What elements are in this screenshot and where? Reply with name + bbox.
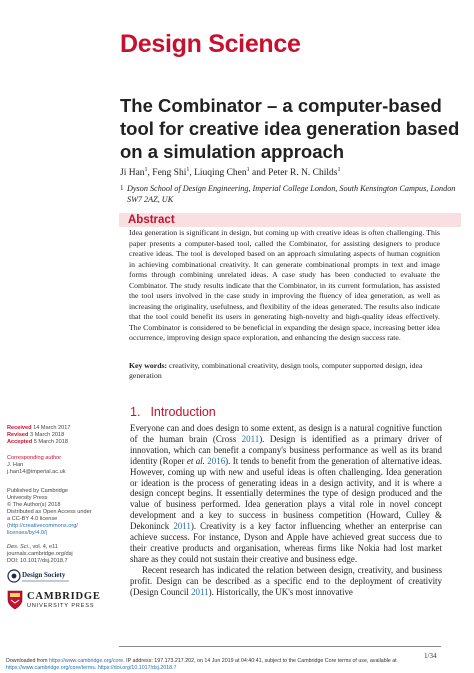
citation-link[interactable]: 2011: [241, 433, 260, 444]
text-run: Everyone can and does design to some extent, as design is a natural cognitive function of the human brain (Cross: [130, 423, 442, 444]
corresponding-name: J. Han: [7, 462, 24, 468]
article-dates: [7, 425, 117, 446]
body-paragraph: [130, 565, 442, 598]
text-run: ). Historically, the UK's most innovative: [208, 586, 353, 597]
publication-info: [7, 488, 117, 537]
text-run: ). It tends to benefit from the generation of alternative ideas. However, coming up with new and useful ideas is often challenging. Idea generation or ideation is the process of generating ideas in a design activity, and it is where a design concept begins. It essentially determines the type of design produced and the value of business performed. Idea generation plays a vital role in novel concept development and a key to success in business competition (Howard, Culley & Dekoninck: [130, 455, 443, 532]
doi-link[interactable]: https://doi.org/10.1017/dsj.2018.7: [97, 665, 177, 671]
citation-info: [7, 544, 117, 565]
cambridge-shield-icon: [7, 590, 23, 610]
published-line: Published by Cambridge: [7, 488, 68, 494]
text-run: Downloaded from: [6, 658, 49, 664]
author-name: Ji Han: [120, 168, 145, 179]
section-number: 1.: [130, 405, 141, 419]
license-link[interactable]: (http://creativecommons.org/: [7, 523, 78, 529]
text-run: . IP address: 197.173.217.202, on 14 Jun 2019 at 04:40:41, subject to the Cambridge Core terms of use, available at: [123, 658, 397, 664]
download-notice: [6, 658, 466, 672]
text-run: et al.: [186, 455, 205, 466]
citation-link[interactable]: 2011: [191, 586, 209, 597]
section-title: Introduction: [150, 405, 216, 419]
revised-label: Revised: [7, 432, 29, 438]
terms-link[interactable]: https://www.cambridge.org/core/terms: [6, 665, 95, 671]
download-link[interactable]: https://www.cambridge.org/core: [49, 658, 124, 664]
doi[interactable]: DOI: 10.1017/dsj.2018.7: [7, 558, 68, 564]
keywords-label: Key words:: [129, 361, 168, 370]
revised-date: 3 March 2018: [30, 432, 65, 438]
cambridge-name: CAMBRIDGE: [27, 591, 101, 602]
affiliation-text: Dyson School of Design Engineering, Imperial College London, South Kensington Campus, London SW7 2AZ, UK: [127, 184, 456, 204]
journal-abbrev: Des. Sci.: [7, 544, 30, 550]
design-society-logo: [7, 566, 85, 586]
citation-link[interactable]: 2016: [207, 455, 226, 466]
abstract-text: Idea generation is significant in design, but coming up with creative ideas is often challenging. This paper presents a computer-based tool, called the Combinator, for assisting designers to produce creative ideas. The tool is developed based on an approach simulating aspects of human cognition in achieving combinational creativity. It can generate combinational prompts in text and image forms through combining unrelated ideas. A case study has been conducted to evaluate the Combinator. The study results indicate that the Combinator, in its current formulation, has assisted the tool users involved in the case study in improving the fluency of idea generation, as well as increasing the originality, usefulness, and flexibility of the ideas generated. The results also indicate that the tool could benefit its users in generating high-novelty and high-quality ideas effectively. The Combinator is considered to be beneficial in expanding the design space, increasing better idea occurrence, improving design space exploration, and enhancing the design success rate.: [129, 228, 440, 343]
citation-link[interactable]: 2011: [173, 521, 191, 532]
design-society-name: Design Society: [22, 571, 66, 579]
author-affiliation-mark: 1: [246, 167, 250, 173]
footer-divider: [119, 646, 441, 647]
author-affiliation-mark: 1: [337, 167, 341, 173]
page-number: 1/34: [424, 652, 437, 660]
affiliation-number: 1: [120, 184, 124, 192]
abstract-heading: Abstract: [119, 213, 461, 227]
license-line: a CC-BY 4.0 license: [7, 516, 58, 522]
volume-info: , vol. 4, e11: [29, 544, 58, 550]
accepted-label: Accepted: [7, 439, 33, 445]
corresponding-email[interactable]: j.han14@imperial.ac.uk: [7, 469, 66, 475]
author-name: Liuqing Chen: [194, 168, 247, 179]
affiliation: [120, 183, 460, 205]
corresponding-author: [7, 455, 117, 476]
section-heading: [130, 405, 216, 419]
text-run: Recent research has indicated the relation between design, creativity, and business profit. Design can be described as a specific end to the deployment of creativity (Design Council: [130, 564, 442, 597]
text-run: ). Creativity is a key factor influencing whether an enterprise can achieve success. For instance, Dyson and Apple have achieved great success due to their creative products and organisation, whereas firms like Nokia had lost market share as they could not sustain their creative and business edge.: [130, 521, 442, 564]
received-label: Received: [7, 425, 32, 431]
author-affiliation-mark: 1: [186, 167, 190, 173]
corresponding-label: Corresponding author: [7, 455, 62, 461]
author-name: Peter R. N. Childs: [268, 168, 338, 179]
author-affiliation-mark: 1: [144, 167, 148, 173]
keywords: [129, 361, 440, 382]
body-text: [130, 423, 442, 598]
license-link[interactable]: licenses/by/4.0/): [7, 530, 48, 536]
journal-title: Design Science: [120, 30, 301, 58]
author-name: Feng Shi: [152, 168, 187, 179]
license-line: Distributed as Open Access under: [7, 509, 92, 515]
text-run: ). Design is identified as a primary driver of innovation, which can benefit a company's business performance as well as its brand identity (Roper: [130, 433, 442, 466]
keywords-list: creativity, combinational creativity, design tools, computer supported design, idea generation: [129, 361, 423, 381]
text-run: .: [94, 665, 98, 671]
paper-title: The Combinator – a computer-based tool for creative idea generation based on a simulation approach: [120, 95, 460, 162]
body-paragraph: [130, 423, 442, 565]
journal-url[interactable]: journals.cambridge.org/dsj: [7, 551, 73, 557]
author-list: Ji Han$^1$, Feng Shi$^1$, Liuqing Chen$^1$ and Peter R. N. Childs$^1$: [120, 167, 341, 179]
accepted-date: 5 March 2018: [33, 439, 68, 445]
received-date: 14 March 2017: [33, 425, 71, 431]
cambridge-subtitle: UNIVERSITY PRESS: [27, 603, 95, 609]
published-line: University Press: [7, 495, 48, 501]
copyright: © The Author(s) 2018: [7, 502, 61, 508]
